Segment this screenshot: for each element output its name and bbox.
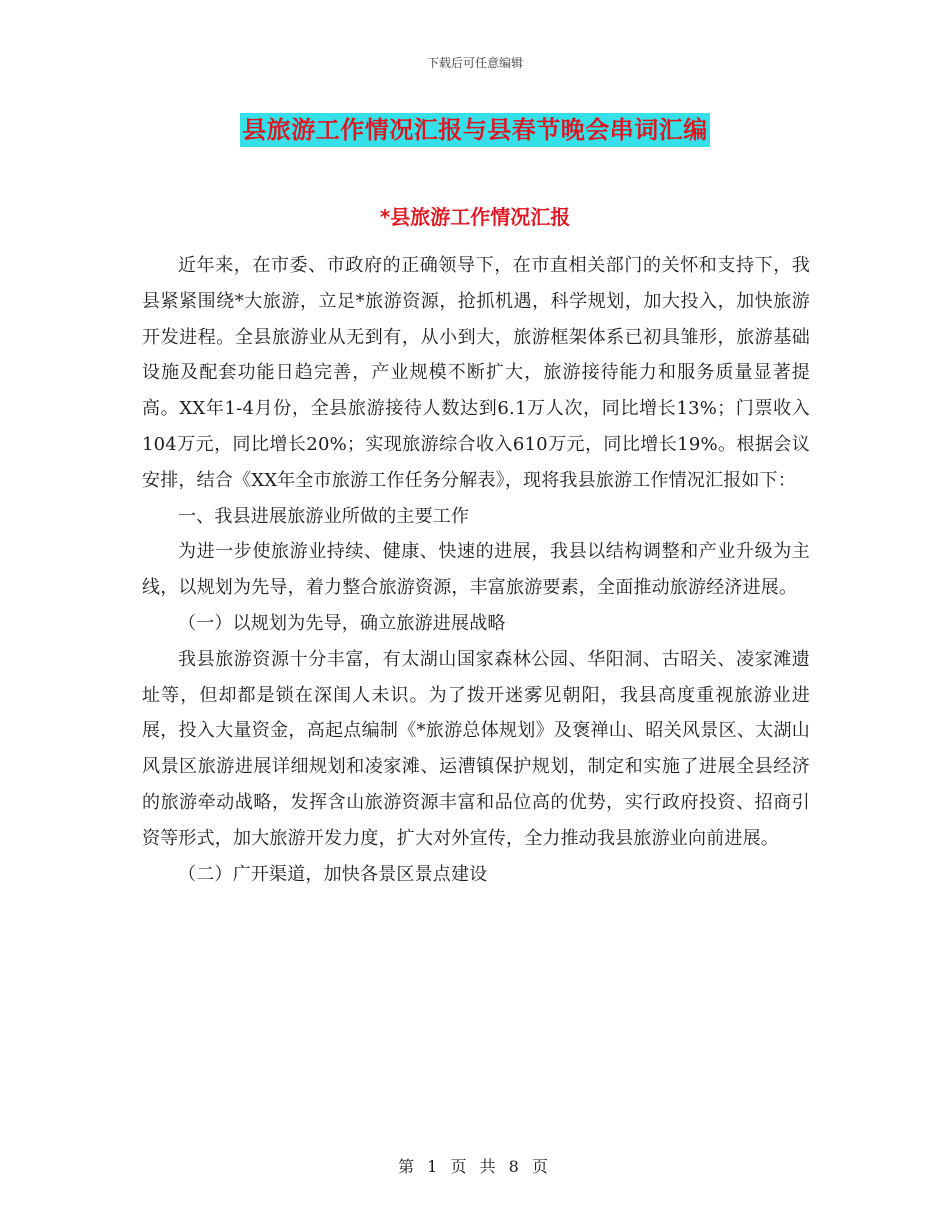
document-body bbox=[142, 248, 810, 892]
paragraph-planning: 我县旅游资源十分丰富，有太湖山国家森林公园、华阳洞、古昭关、凌家滩遗址等，但却都是锁在深闺人未识。为了拨开迷雾见朝阳，我县高度重视旅游业进展，投入大量资金，高起点编制《*旅游总体规划》及褒禅山、昭关风景区、太湖山风景区旅游进展详细规划和凌家滩、运漕镇保护规划，制定和实施了进展全县经济的旅游牵动战略，发挥含山旅游资源丰富和品位高的优势，实行政府投资、招商引资等形式，加大旅游开发力度，扩大对外宣传，全力推动我县旅游业向前进展。 bbox=[142, 648, 810, 849]
section-title: *县旅游工作情况汇报 bbox=[379, 205, 571, 229]
paragraph-intro: 近年来，在市委、市政府的正确领导下，在市直相关部门的关怀和支持下，我县紧紧围绕*大旅游，立足*旅游资源，抢抓机遇，科学规划，加大投入，加快旅游开发进程。全县旅游业从无到有，从小到大，旅游框架体系已初具雏形，旅游基础设施及配套功能日趋完善，产业规模不断扩大，旅游接待能力和服务质量显著提高。XX年1-4月份，全县旅游接待人数达到6.1万人次，同比增长13%；门票收入104万元，同比增长20%；实现旅游综合收入610万元，同比增长19%。根据会议安排，结合《XX年全市旅游工作任务分解表》，现将我县旅游工作情况汇报如下： bbox=[142, 255, 810, 491]
heading-construction: （二）广开渠道，加快各景区景点建设 bbox=[178, 863, 488, 885]
main-title-wrap bbox=[0, 113, 950, 147]
page-number: 第 1 页 共 8 页 bbox=[398, 1157, 552, 1176]
document-title: 县旅游工作情况汇报与县春节晚会串词汇编 bbox=[240, 113, 710, 147]
paragraph-main-work: 为进一步使旅游业持续、健康、快速的进展，我县以结构调整和产业升级为主线，以规划为先导，着力整合旅游资源，丰富旅游要素，全面推动旅游经济进展。 bbox=[142, 541, 810, 599]
header-note: 下载后可任意编辑 bbox=[426, 56, 523, 70]
heading-planning: （一）以规划为先导，确立旅游进展战略 bbox=[178, 612, 506, 634]
heading-main-work: 一、我县进展旅游业所做的主要工作 bbox=[178, 505, 470, 527]
